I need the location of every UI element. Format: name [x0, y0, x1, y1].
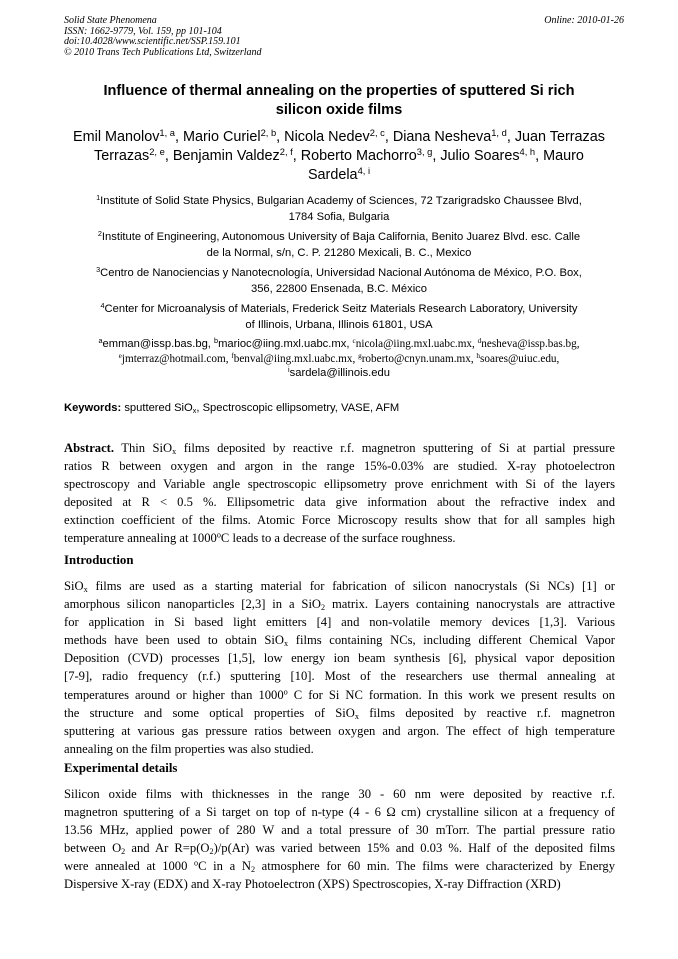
- keywords: [64, 401, 618, 416]
- paper-title: [62, 82, 616, 120]
- affiliation-1: $^1$Institute of Solid State Physics, Bulgarian Academy of Sciences, 72 Tzarigradsko Chaussee Blvd, 1784 Sofia, Bulgaria: [96, 193, 582, 223]
- author: Nicola Nedev$^{2, c}$: [284, 127, 385, 145]
- author: Roberto Machorro$^{3, g}$: [300, 146, 433, 164]
- author-line: Terrazas$^{2, e}$, Benjamin Valdez$^{2, f}$, Roberto Machorro$^{3, g}$, Julio Soares$^{4, h}$, Mauro: [94, 146, 584, 164]
- email-link[interactable]: $^e$jmterraz@hotmail.com: [118, 351, 226, 365]
- email-link[interactable]: $^h$soares@uiuc.edu: [476, 351, 557, 365]
- experimental-heading: Experimental details: [64, 761, 178, 775]
- journal-issn: ISSN: 1662-9779, Vol. 159, pp 101-104: [64, 25, 222, 37]
- email-link[interactable]: $^b$marioc@iing.mxl.uabc.mx: [214, 336, 347, 350]
- email-link[interactable]: $^d$nesheva@issp.bas.bg: [477, 337, 577, 350]
- introduction-text: SiO$_x$ films are used as a starting material for fabrication of silicon nanocrystals (Si NCs) [1] or amorphous silicon nanoparticles [2,3] in a SiO$_2$ matrix. Layers containing nanocrystals are attractive for application in Si based light emitters [4] and non-volatile memory devices [1,3]. Various methods have been used to obtain SiO$_x$ films containing NCs, including different Chemical Vapor Deposition (CVD) processes [1,5], low energy ion beam synthesis [6], physical vapor deposition [7-9], radio frequency (r.f.) sputtering [10]. Most of the researchers use thermal annealing at temperatures around or higher than 1000$^o$ C for Si NC formation. In this work we present results on the structure and some optical properties of SiO$_x$ films deposited by reactive r.f. magnetron sputtering at various gas pressure ratios between oxygen and argon. The effect of high temperature annealing on the film properties was also studied.: [64, 579, 616, 756]
- author-list: [62, 128, 616, 185]
- email-link[interactable]: $^g$roberto@cnyn.unam.mx: [358, 351, 471, 365]
- journal-header: [64, 16, 624, 58]
- journal-name: Solid State Phenomena: [64, 15, 157, 26]
- introduction-heading: Introduction: [64, 553, 134, 567]
- author: Julio Soares$^{4, h}$: [440, 146, 536, 164]
- author-line: Emil Manolov$^{1, a}$, Mario Curiel$^{2, b}$, Nicola Nedev$^{2, c}$, Diana Nesheva$^{1, d}$, Juan Terrazas: [73, 127, 605, 145]
- email-link[interactable]: $^c$nicola@iing.mxl.uabc.mx: [352, 337, 473, 350]
- author: Emil Manolov$^{1, a}$: [73, 127, 175, 145]
- keywords-text: sputtered SiO$_x$, Spectroscopic ellipsometry, VASE, AFM: [124, 402, 400, 415]
- affiliation-4: $^4$Center for Microanalysis of Materials, Frederick Seitz Materials Research Laboratory, University of Illinois, Urbana, Illinois 61801, USA: [100, 301, 578, 331]
- author: Benjamin Valdez$^{2, f}$: [172, 146, 293, 164]
- author: Mario Curiel$^{2, b}$: [183, 127, 277, 145]
- journal-doi: doi:10.4028/www.scientific.net/SSP.159.101: [64, 36, 241, 47]
- online-date: Online: 2010-01-26: [544, 15, 624, 26]
- paper-title-line: silicon oxide films: [275, 102, 403, 118]
- journal-copyright: © 2010 Trans Tech Publications Ltd, Switzerland: [64, 46, 262, 58]
- abstract: Abstract. Thin SiO$_x$ films deposited by reactive r.f. magnetron sputtering of Si at partial pressure ratios R between oxygen and argon in the range 15%-0.03% are studied. X-ray photoelectron spectroscopy and Variable angle spectroscopic ellipsometry prove enrichment with Si of the layers deposited at R < 0.5 %. Ellipsometric data give information about the refractive index and extinction coefficient of the films. Atomic Force Microscopy results show that for all samples high temperature annealing at 1000$^o$C leads to a decrease of the surface roughness.: [64, 441, 616, 546]
- email-link[interactable]: $^i$sardela@illinois.edu: [288, 365, 390, 379]
- author-line: [62, 166, 616, 185]
- email-list: $^a$emman@issp.bas.bg, $^b$marioc@iing.mxl.uabc.mx, $^c$nicola@iing.mxl.uabc.mx, $^d$nesheva@issp.bas.bg, $^e$jmterraz@hotmail.com, $^f$benval@iing.mxl.uabc.mx, $^g$roberto@cnyn.unam.mx, $^h$soares@uiuc.edu, $^i$sardela@illinois.edu: [98, 336, 580, 379]
- experimental-text: Silicon oxide films with thicknesses in the range 30 - 60 nm were deposited by reactive r.f. magnetron sputtering of a Si target on top of n-type (4 - 6 Ω cm) crystalline silicon at a frequency of 13.56 MHz, applied power of 280 W and a total pressure of 30 mTorr. The partial pressure ratio between $O_2$ and Ar $R=p(O_2)/p(Ar)$ was varied between 15% and 0.03 %. Half of the deposited films were annealed at 1000 $^o$C in a $N_2$ atmosphere for 60 min. The films were characterized by Energy Dispersive X-ray (EDX) and X-ray Photoelectron (XPS) Spectroscopies, X-ray Diffraction (XRD): [64, 787, 616, 892]
- author: Sardela$^{4, i}$: [307, 165, 371, 183]
- email-link[interactable]: $^a$emman@issp.bas.bg: [98, 336, 208, 350]
- keywords-label: Keywords:: [64, 402, 122, 414]
- affiliation-2: $^2$Institute of Engineering, Autonomous University of Baja California, Benito Juarez Blvd. esc. Calle de la Normal, s/n, C. P. 21280 Mexicali, B. C., Mexico: [97, 229, 581, 259]
- paper-title-line: Influence of thermal annealing on the properties of sputtered Si rich: [103, 83, 575, 99]
- affiliation-3: $^3$Centro de Nanociencias y Nanotecnología, Universidad Nacional Autónoma de México, P.O. Box, 356, 22800 Ensenada, B.C. México: [96, 265, 582, 295]
- email-link[interactable]: $^f$benval@iing.mxl.uabc.mx: [231, 351, 353, 365]
- author-first-name: Juan Terrazas: [514, 129, 605, 145]
- author: Terrazas$^{2, e}$: [94, 146, 165, 164]
- author: Diana Nesheva$^{1, d}$: [392, 127, 507, 145]
